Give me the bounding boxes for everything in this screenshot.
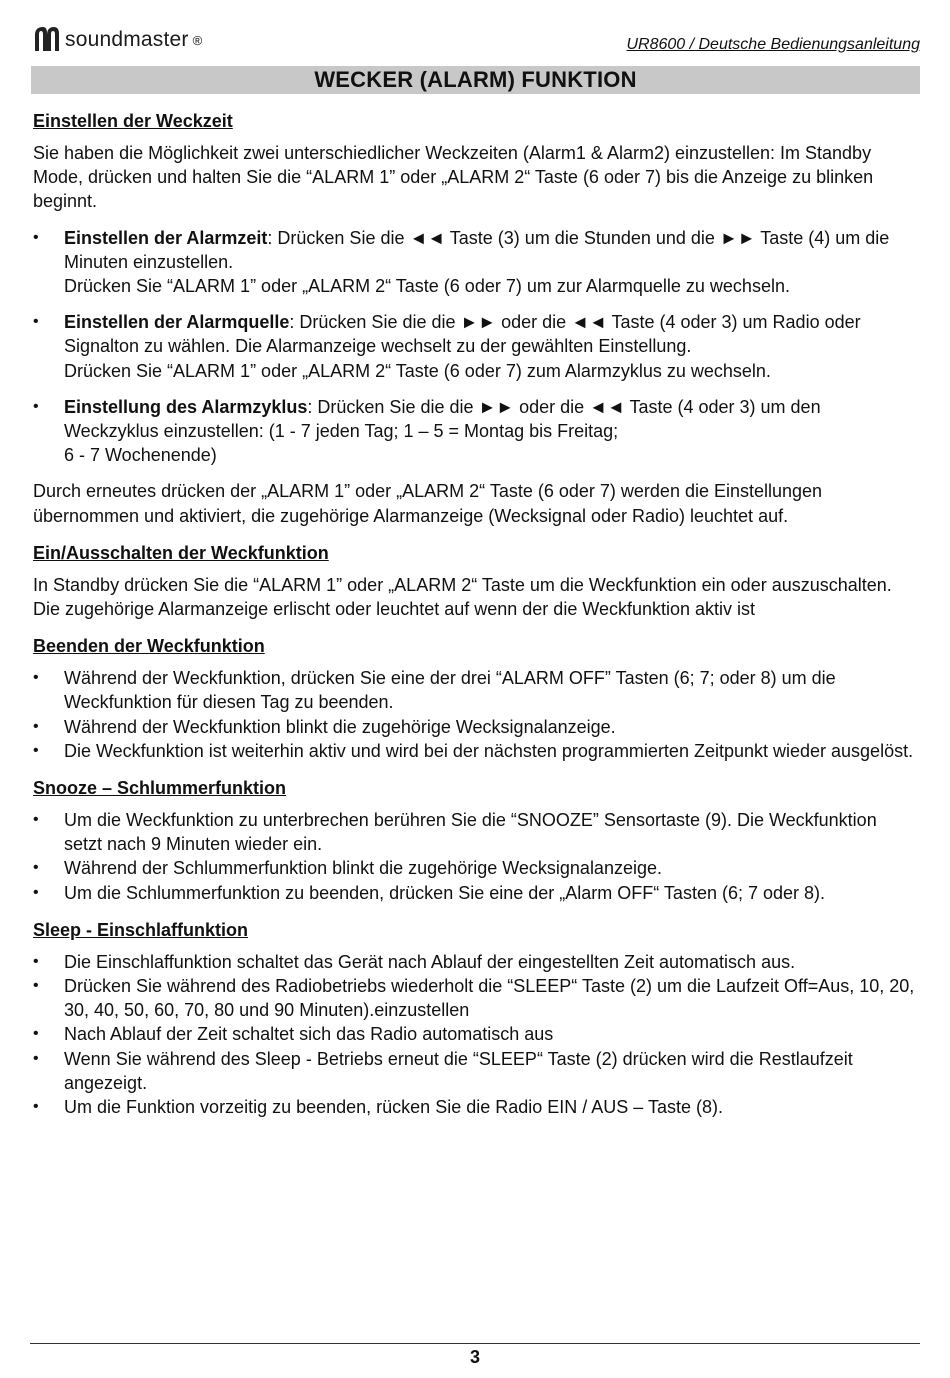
section-banner — [31, 66, 920, 94]
item-term: Einstellung des Alarmzyklus — [64, 396, 308, 417]
item-text-line2: Drücken Sie “ALARM 1” oder „ALARM 2“ Taste (6 oder 7) zum Alarmzyklus zu wechseln. — [64, 360, 771, 381]
page-number: 3 — [469, 1347, 480, 1367]
item-term: Einstellen der Alarmquelle — [64, 312, 290, 333]
weckzeit-intro: Sie haben die Möglichkeit zwei unterschiedlicher Weckzeiten (Alarm1 & Alarm2) einzustellen: Im Standby Mode, drücken und halten Sie die “ALARM 1” oder „ALARM 2“ Taste (6 oder 7) bis die Anzeige zu blinken beginnt. — [33, 143, 874, 212]
heading-weckzeit: Einstellen der Weckzeit — [33, 111, 233, 131]
list-item: • Die Weckfunktion ist weiterhin aktiv und wird bei der nächsten programmierten Zeitpunkt wieder ausgelöst. — [33, 739, 918, 763]
item-text: : Drücken Sie die die ►► oder die ◄◄ Taste (4 oder 3) um Radio oder Signalton zu wählen. Die Alarmanzeige wechselt zu der gewählten Einstellung. — [64, 312, 861, 357]
registered-mark: ® — [192, 32, 203, 48]
document-title: UR8600 / Deutsche Bedienungsanleitung — [626, 36, 920, 53]
list-item: • Drücken Sie während des Radiobetriebs wiederholt die “SLEEP“ Taste (2) um die Laufzeit Off=Aus, 10, 20, 30, 40, 50, 60, 70, 80 und 90 Minuten).einzustellen — [33, 974, 918, 1022]
ein-aus-text: In Standby drücken Sie die “ALARM 1” oder „ALARM 2“ Taste um die Weckfunktion ein oder auszuschalten. Die zugehörige Alarmanzeige erlischt oder leuchtet auf wenn der die Weckfunktion aktiv ist — [33, 574, 892, 620]
list-item: • Um die Funktion vorzeitig zu beenden, rücken Sie die Radio EIN / AUS – Taste (8). — [33, 1095, 918, 1119]
list-item: • Wenn Sie während des Sleep - Betriebs erneut die “SLEEP“ Taste (2) drücken wird die Restlaufzeit angezeigt. — [33, 1047, 918, 1095]
sleep-list — [33, 950, 918, 1119]
item-term: Einstellen der Alarmzeit — [64, 227, 268, 248]
brand-logo — [33, 24, 202, 56]
list-item: • Während der Schlummerfunktion blinkt die zugehörige Wecksignalanzeige. — [33, 856, 918, 880]
heading-snooze: Snooze – Schlummerfunktion — [33, 778, 287, 799]
list-item: • Während der Weckfunktion blinkt die zugehörige Wecksignalanzeige. — [33, 715, 918, 739]
item-text-line2: Drücken Sie “ALARM 1” oder „ALARM 2“ Taste (6 oder 7) um zur Alarmquelle zu wechseln. — [64, 276, 790, 297]
heading-sleep: Sleep - Einschlaffunktion — [33, 919, 249, 940]
brand-name: soundmaster — [65, 28, 189, 51]
soundmaster-logo-icon — [33, 25, 61, 55]
list-item: • Um die Weckfunktion zu unterbrechen berühren Sie die “SNOOZE” Sensortaste (9). Die Weckfunktion setzt nach 9 Minuten wieder ein. — [33, 808, 918, 856]
page-content — [33, 109, 918, 1119]
weckzeit-list — [33, 226, 918, 468]
heading-beenden: Beenden der Weckfunktion — [33, 636, 265, 657]
item-text-line2: 6 - 7 Wochenende) — [64, 445, 217, 466]
beenden-list — [33, 666, 918, 763]
list-item: • Während der Weckfunktion, drücken Sie eine der drei “ALARM OFF” Tasten (6; 7; oder 8) um die Weckfunktion für diesen Tag zu beenden. — [33, 666, 918, 714]
list-item — [33, 226, 918, 299]
list-item: • Um die Schlummerfunktion zu beenden, drücken Sie eine der „Alarm OFF“ Tasten (6; 7 oder 8). — [33, 881, 918, 905]
weckzeit-outro: Durch erneutes drücken der „ALARM 1” oder „ALARM 2“ Taste (6 oder 7) werden die Einstellungen übernommen und aktiviert, die zugehörige Alarmanzeige (Wecksignal oder Radio) leuchtet auf. — [33, 481, 823, 526]
list-item — [33, 395, 918, 468]
list-item: • Nach Ablauf der Zeit schaltet sich das Radio automatisch aus — [33, 1022, 918, 1046]
snooze-list — [33, 808, 918, 905]
item-text: : Drücken Sie die ◄◄ Taste (3) um die Stunden und die ►► Taste (4) um die Minuten einzustellen. — [64, 227, 890, 272]
list-item: • Die Einschlaffunktion schaltet das Gerät nach Ablauf der eingestellten Zeit automatisch aus. — [33, 950, 918, 974]
footer-divider — [30, 1343, 920, 1344]
heading-ein-aus: Ein/Ausschalten der Weckfunktion — [33, 542, 329, 563]
item-text: : Drücken Sie die die ►► oder die ◄◄ Taste (4 oder 3) um den Weckzyklus einzustellen: (1 - 7 jeden Tag; 1 – 5 = Montag bis Freitag; — [64, 396, 821, 442]
list-item — [33, 310, 918, 383]
page-title: WECKER (ALARM) FUNKTION — [314, 67, 637, 92]
